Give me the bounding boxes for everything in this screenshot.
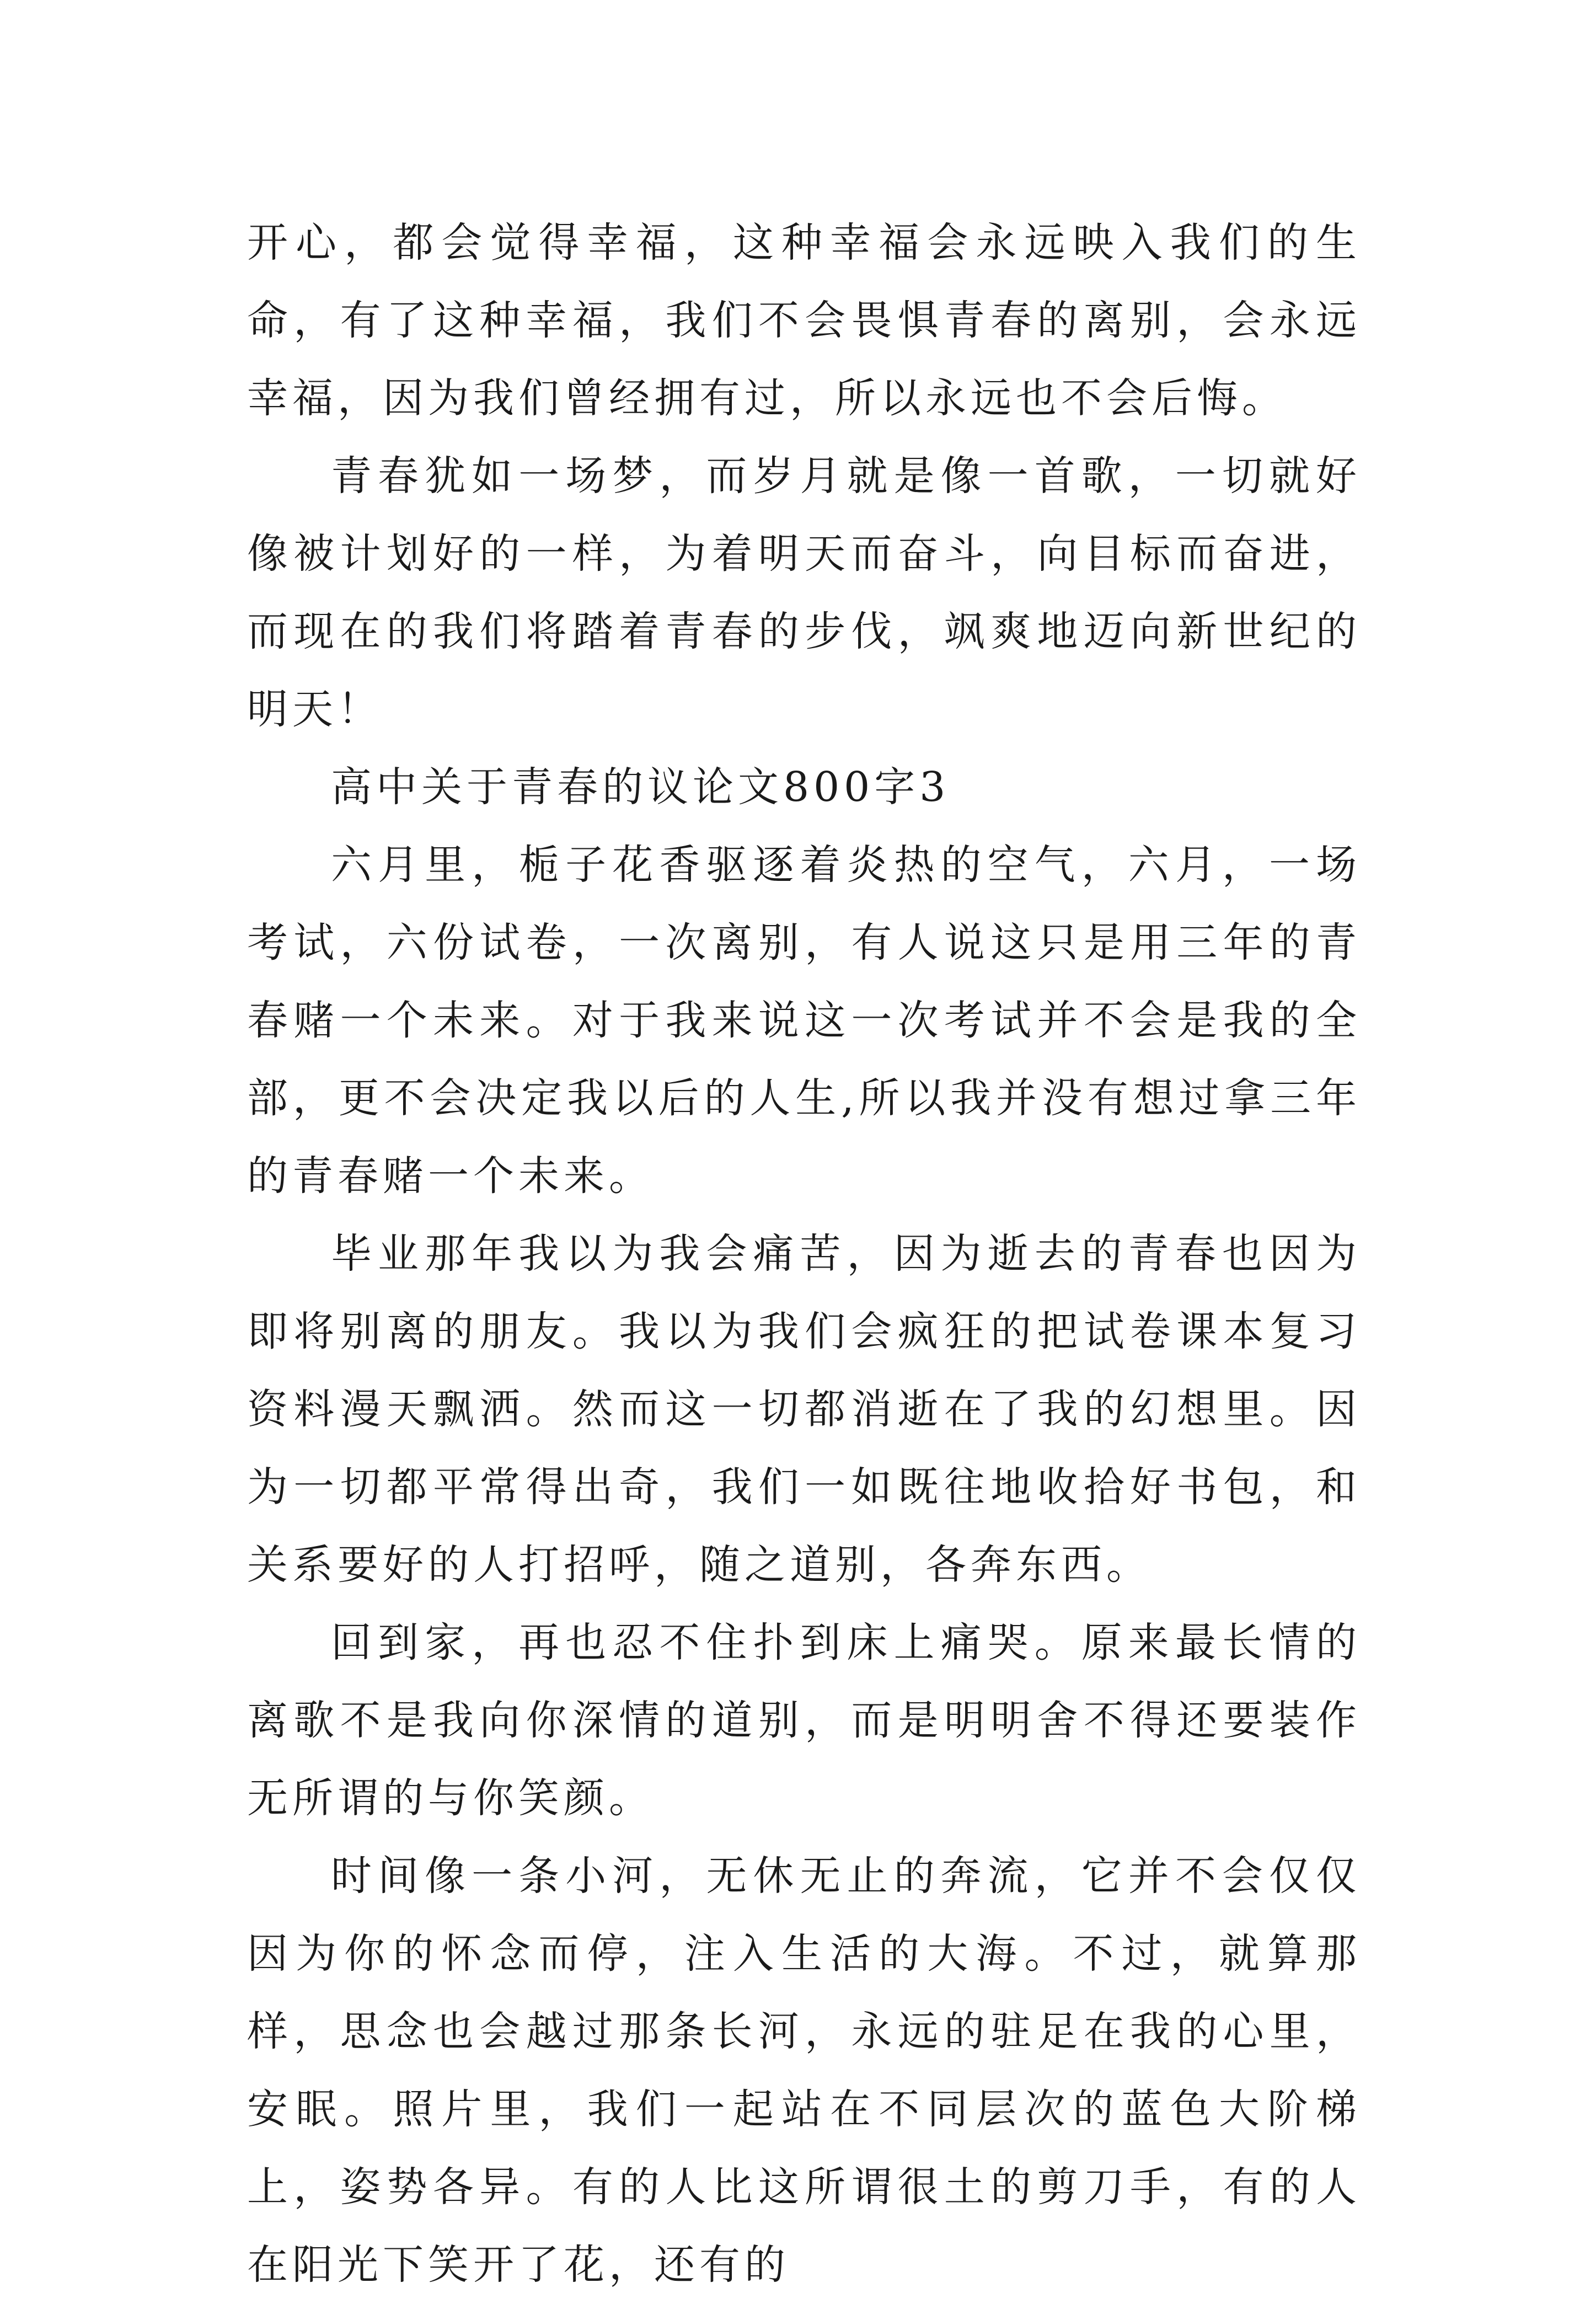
paragraph-graduation: 毕业那年我以为我会痛苦，因为逝去的青春也因为即将别离的朋友。我以为我们会疯狂的把试卷课本复习资料漫天飘洒。然而这一切都消逝在了我的幻想里。因为一切都平常得出奇，我们一如既往地收拾好书包，和关系要好的人打招呼，随之道别，各奔东西。 [247, 1230, 1361, 1589]
paragraph-time-river: 时间像一条小河，无休无止的奔流，它并不会仅仅因为你的怀念而停，注入生活的大海。不过，就算那样，思念也会越过那条长河，永远的驻足在我的心里，安眠。照片里，我们一起站在不同层次的蓝色大阶梯上，姿势各异。有的人比这所谓很土的剪刀手，有的人在阳光下笑开了花，还有的 [247, 1852, 1361, 2289]
paragraph-youth-dream: 青春犹如一场梦，而岁月就是像一首歌，一切就好像被计划好的一样，为着明天而奋斗，向目标而奋进，而现在的我们将踏着青春的步伐，飒爽地迈向新世纪的明天！ [247, 452, 1361, 733]
paragraph-coming-home: 回到家，再也忍不住扑到床上痛哭。原来最长情的离歌不是我向你深情的道别，而是明明舍不得还要装作无所谓的与你笑颜。 [247, 1619, 1361, 1822]
section-heading: 高中关于青春的议论文800字3 [331, 763, 950, 811]
paragraph-continued: 开心，都会觉得幸福，这种幸福会永远映入我们的生命，有了这种幸福，我们不会畏惧青春的离别，会永远幸福，因为我们曾经拥有过，所以永远也不会后悔。 [247, 219, 1361, 422]
document-body [247, 204, 1361, 2304]
paragraph-june-exam: 六月里，栀子花香驱逐着炎热的空气，六月，一场考试，六份试卷，一次离别，有人说这只是用三年的青春赌一个未来。对于我来说这一次考试并不会是我的全部，更不会决定我以后的人生,所以我并没有想过拿三年的青春赌一个未来。 [247, 841, 1361, 1200]
